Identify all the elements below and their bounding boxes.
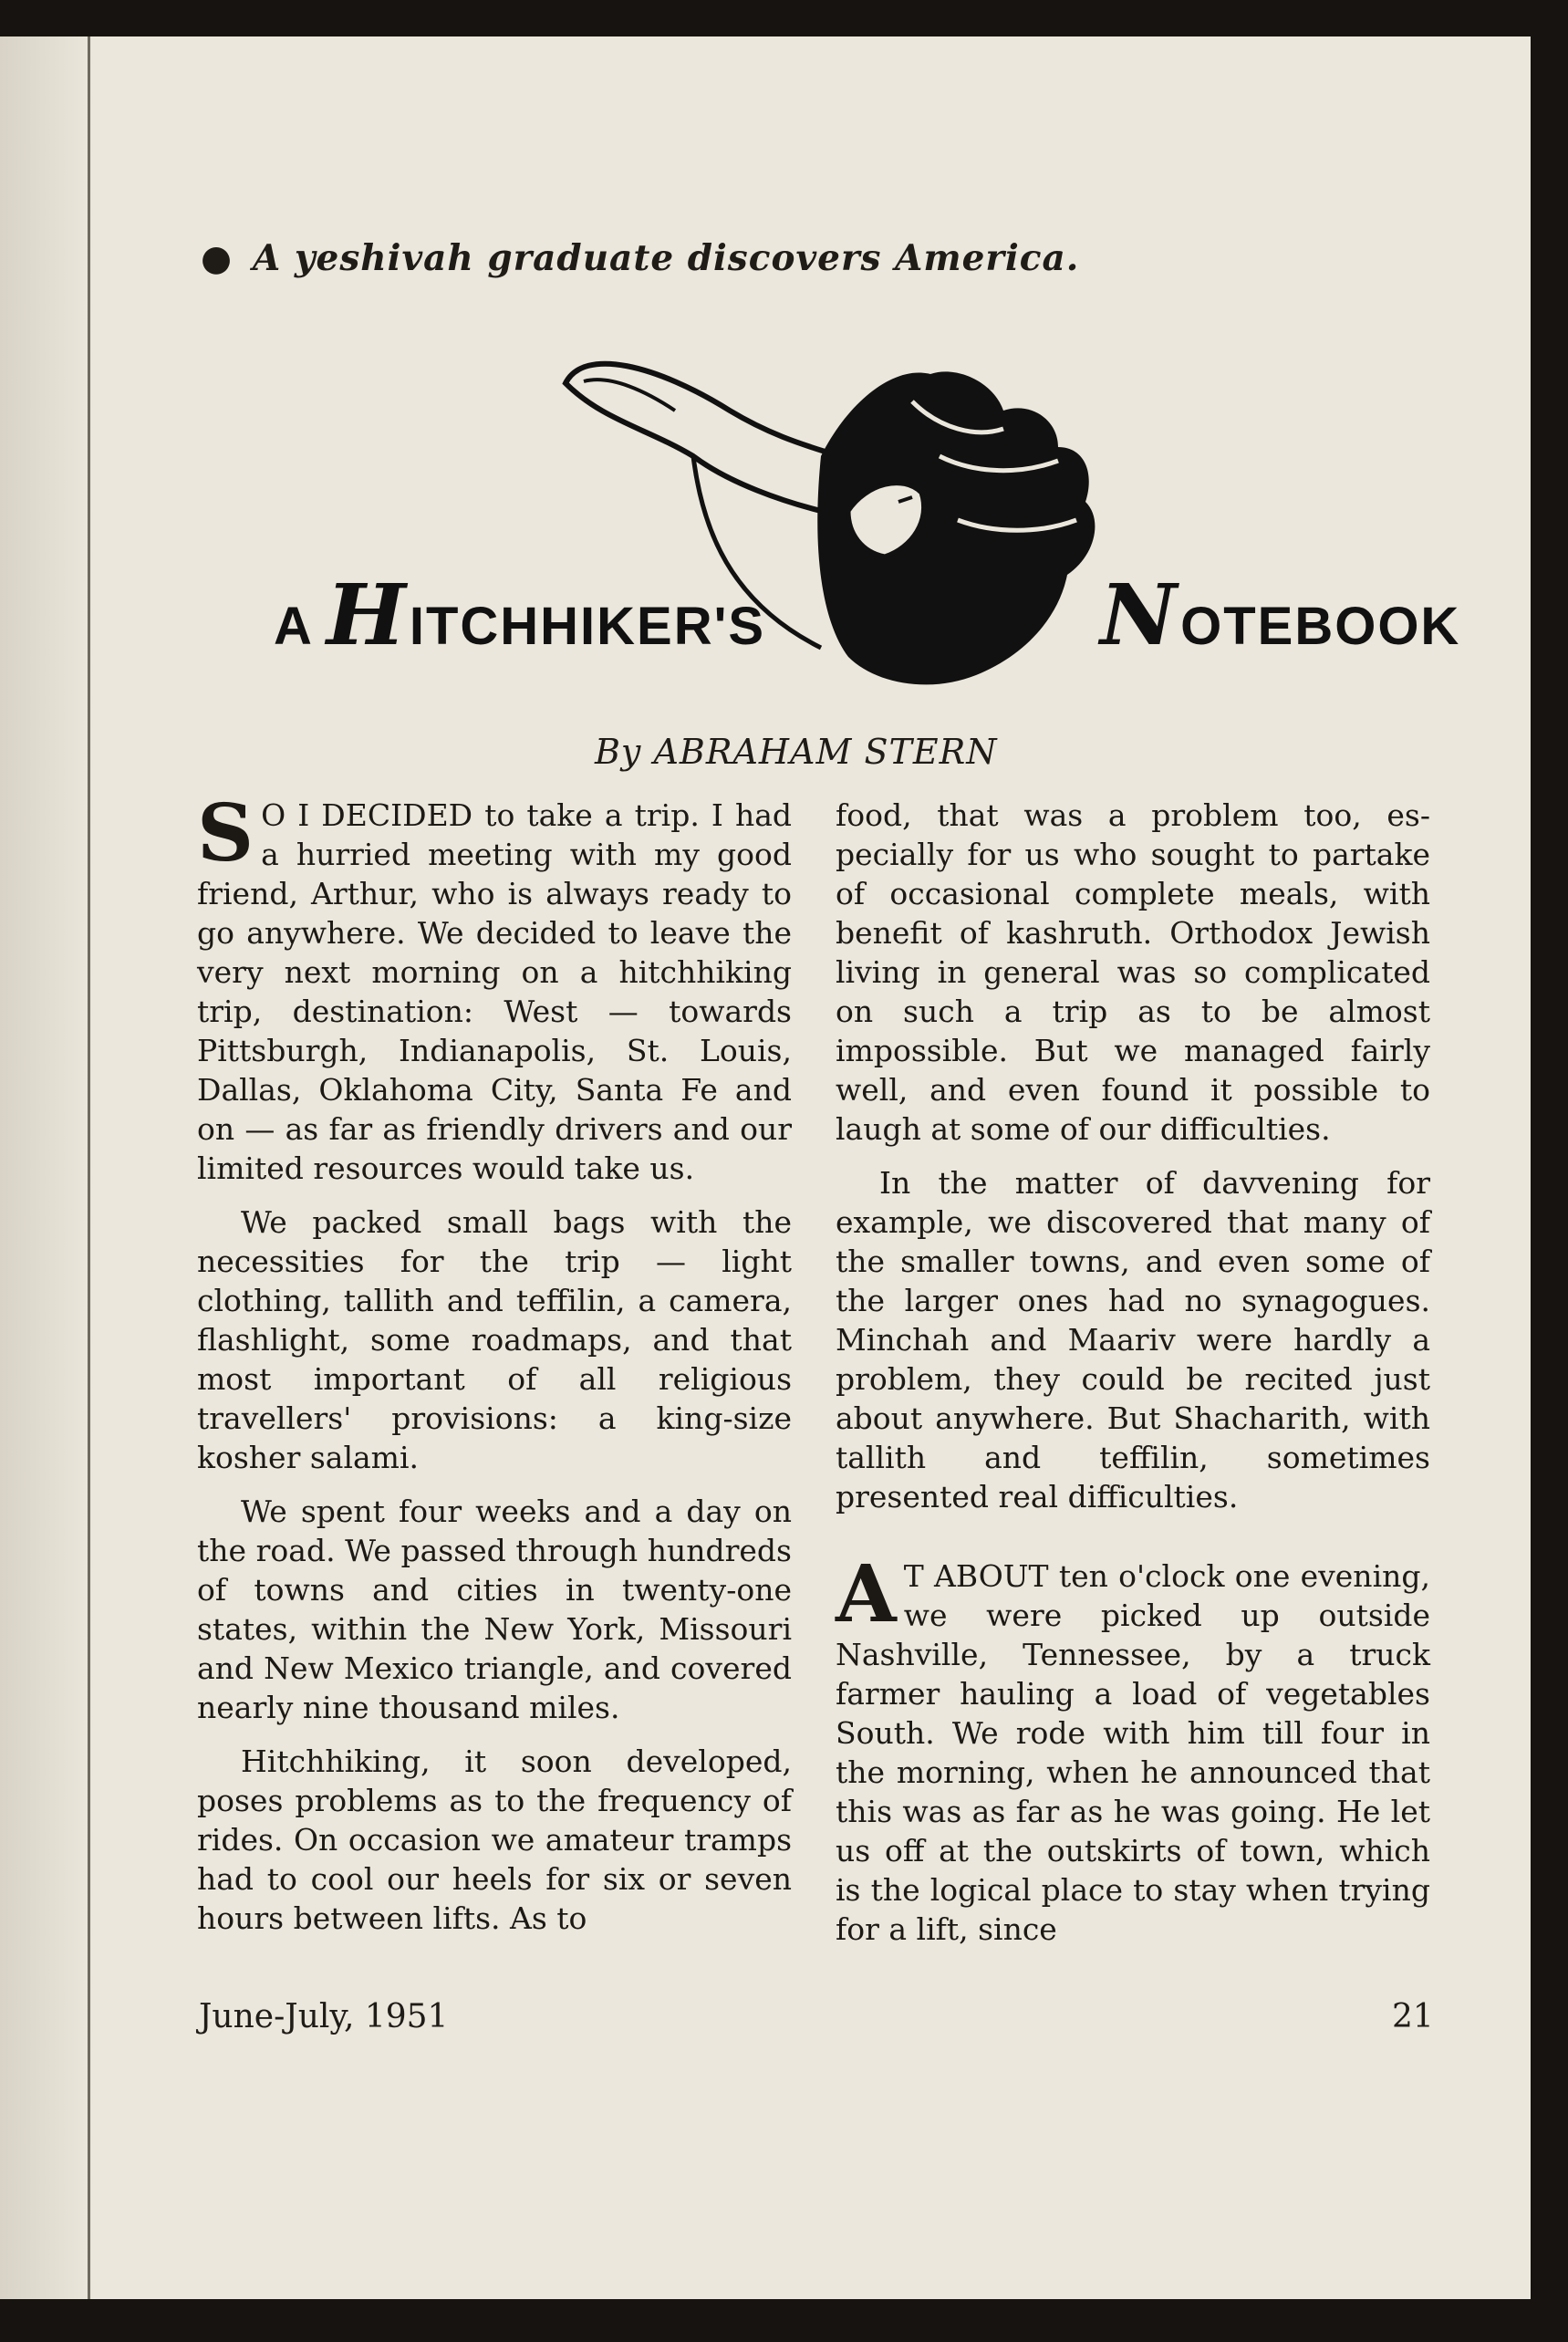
tagline-text: A yeshivah graduate discovers America. [253, 237, 1080, 279]
magazine-page [0, 36, 1531, 2299]
title-hitchhikers: ITCHHIKER'S [409, 597, 766, 656]
title-notebook: OTEBOOK [1180, 597, 1461, 656]
paragraph: We spent four weeks and a day on the road. We passed through hundreds of towns and cities in twenty-one states, within the New York, Missouri and New Mexico triangle, and covered nearly nine thousand miles. [197, 1494, 792, 1725]
paragraph: We packed small bags with the necessities for the trip — light clothing, tallith and teffilin, a camera, flashlight, some roadmaps, and that most important of all religious travellers' provisions: a king-size kosher salami. [197, 1204, 792, 1475]
paragraph: In the matter of davvening for example, we discovered that many of the smaller towns, and even some of the larger ones had no synagogues. Minchah and Maariv were hardly a problem, they could be recited just about anywhere. But Shacharith, with tallith and teffilin, sometimes presented real difficulties. [836, 1165, 1430, 1514]
page-spine [0, 36, 95, 2299]
paragraph: food, that was a problem too, especially for us who sought to partake of occasional complete meals, with benefit of kashruth. Orthodox Jewish living in general was so complicated on such a trip as to be almost impossible. But we managed fairly well, and even found it possible to laugh at some of our difficulties. [836, 797, 1430, 1147]
bullet-icon: ● [201, 237, 234, 279]
paragraph [197, 787, 792, 1188]
title-prefix: A [274, 597, 314, 656]
paragraph: Hitchhiking, it soon developed, poses problems as to the frequency of rides. On occasion we amateur tramps had to cool our heels for six or seven hours between lifts. As to [197, 1743, 792, 1936]
title-script-cap-h: H [326, 566, 408, 664]
title-left [274, 566, 765, 664]
paragraph [836, 1548, 1430, 1949]
left-column [197, 787, 792, 1952]
byline: By ABRAHAM STERN [595, 732, 998, 772]
section-break [836, 1531, 1430, 1556]
right-column [836, 796, 1430, 1963]
spine-edge [88, 36, 90, 2299]
title-script-cap-n: N [1100, 566, 1179, 664]
article-title [274, 566, 1461, 675]
title-right [1087, 566, 1460, 664]
page-number: 21 [1392, 1998, 1434, 2035]
issue-date: June-July, 1951 [199, 1998, 449, 2035]
drop-cap: S [197, 787, 254, 880]
article-tagline [201, 237, 1079, 279]
paragraph-text: T ABOUT ten o'clock one evening, we were picked up outside Nashville, Tennessee, by a truck farmer hauling a load of vegetables South. We rode with him till four in the morning, when he announced that this was as far as he was going. He let us off at the outskirts of town, which is the logical place to stay when trying for a lift, since [836, 1558, 1430, 1947]
paragraph-text: O I DECIDED to take a trip. I had a hurried meeting with my good friend, Arthur, who is always ready to go anywhere. We decided to leave the very next morning on a hitchhiking trip, destination: West — towards Pittsburgh, Indianapolis, St. Louis, Dallas, Oklahoma City, Santa Fe and on — as far as friendly drivers and our limited resources would take us. [197, 797, 792, 1186]
drop-cap: A [836, 1548, 897, 1640]
